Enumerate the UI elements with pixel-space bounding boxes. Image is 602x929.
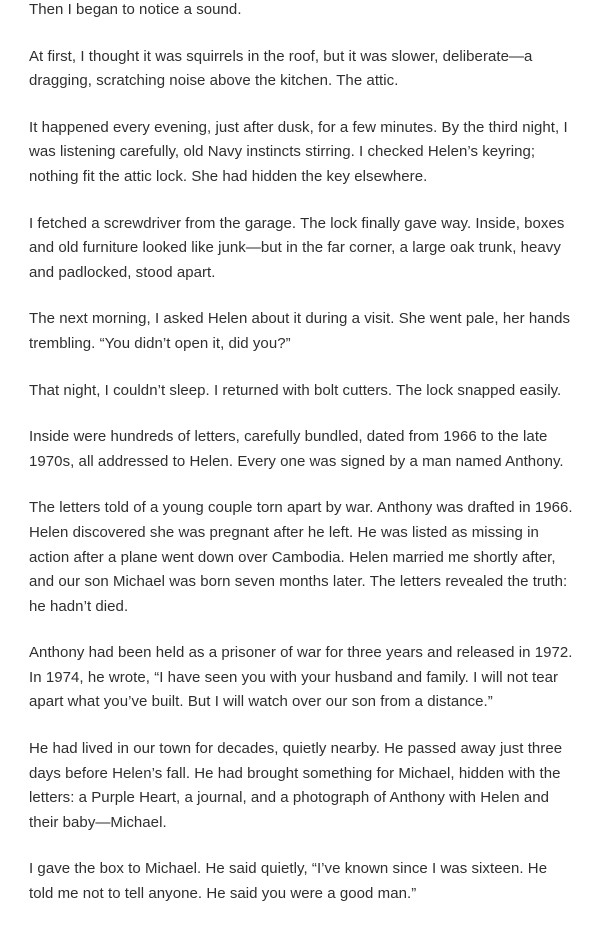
story-paragraph: Inside were hundreds of letters, carefully bundled, dated from 1966 to the late 1970s, all addressed to Helen. Every one was signed by a man named Anthony.: [29, 428, 564, 470]
story-article: [29, 0, 574, 929]
story-paragraph: It happened every evening, just after dusk, for a few minutes. By the third night, I was listening carefully, old Navy instincts stirring. I checked Helen’s keyring; nothing fit the attic lock. She had hidden the key elsewhere.: [29, 118, 568, 185]
story-paragraph: At first, I thought it was squirrels in the roof, but it was slower, deliberate—a dragging, scratching noise above the kitchen. The attic.: [29, 47, 533, 90]
story-paragraph: That night, I couldn’t sleep. I returned with bolt cutters. The lock snapped easily.: [29, 381, 562, 399]
story-paragraph: He had lived in our town for decades, quietly nearby. He passed away just three days before Helen’s fall. He had brought something for Michael, hidden with the letters: a Purple Heart, a journal, and a photograph of Anthony with Helen and their baby—Michael.: [29, 740, 563, 831]
story-paragraph: I fetched a screwdriver from the garage. The lock finally gave way. Inside, boxes and old furniture looked like junk—but in the far corner, a large oak trunk, heavy and padlocked, stood apart.: [29, 214, 565, 281]
story-paragraph: Then I began to notice a sound.: [29, 1, 242, 18]
story-paragraph: The next morning, I asked Helen about it during a visit. She went pale, her hands trembling. “You didn’t open it, did you?”: [29, 310, 571, 352]
story-paragraph: I gave the box to Michael. He said quietly, “I’ve known since I was sixteen. He told me not to tell anyone. He said you were a good man.”: [29, 860, 548, 903]
story-paragraph: The letters told of a young couple torn apart by war. Anthony was drafted in 1966. Helen discovered she was pregnant after he left. He was listed as missing in action after a plane went down over Cambodia. Helen married me shortly after, and our son Michael was born seven months later. The letters revealed the truth: he hadn’t died.: [29, 499, 573, 615]
story-paragraph: Anthony had been held as a prisoner of war for three years and released in 1972. In 1974, he wrote, “I have seen you with your husband and family. I will not tear apart what you’ve built. But I will watch over our son from a distance.”: [29, 644, 573, 711]
